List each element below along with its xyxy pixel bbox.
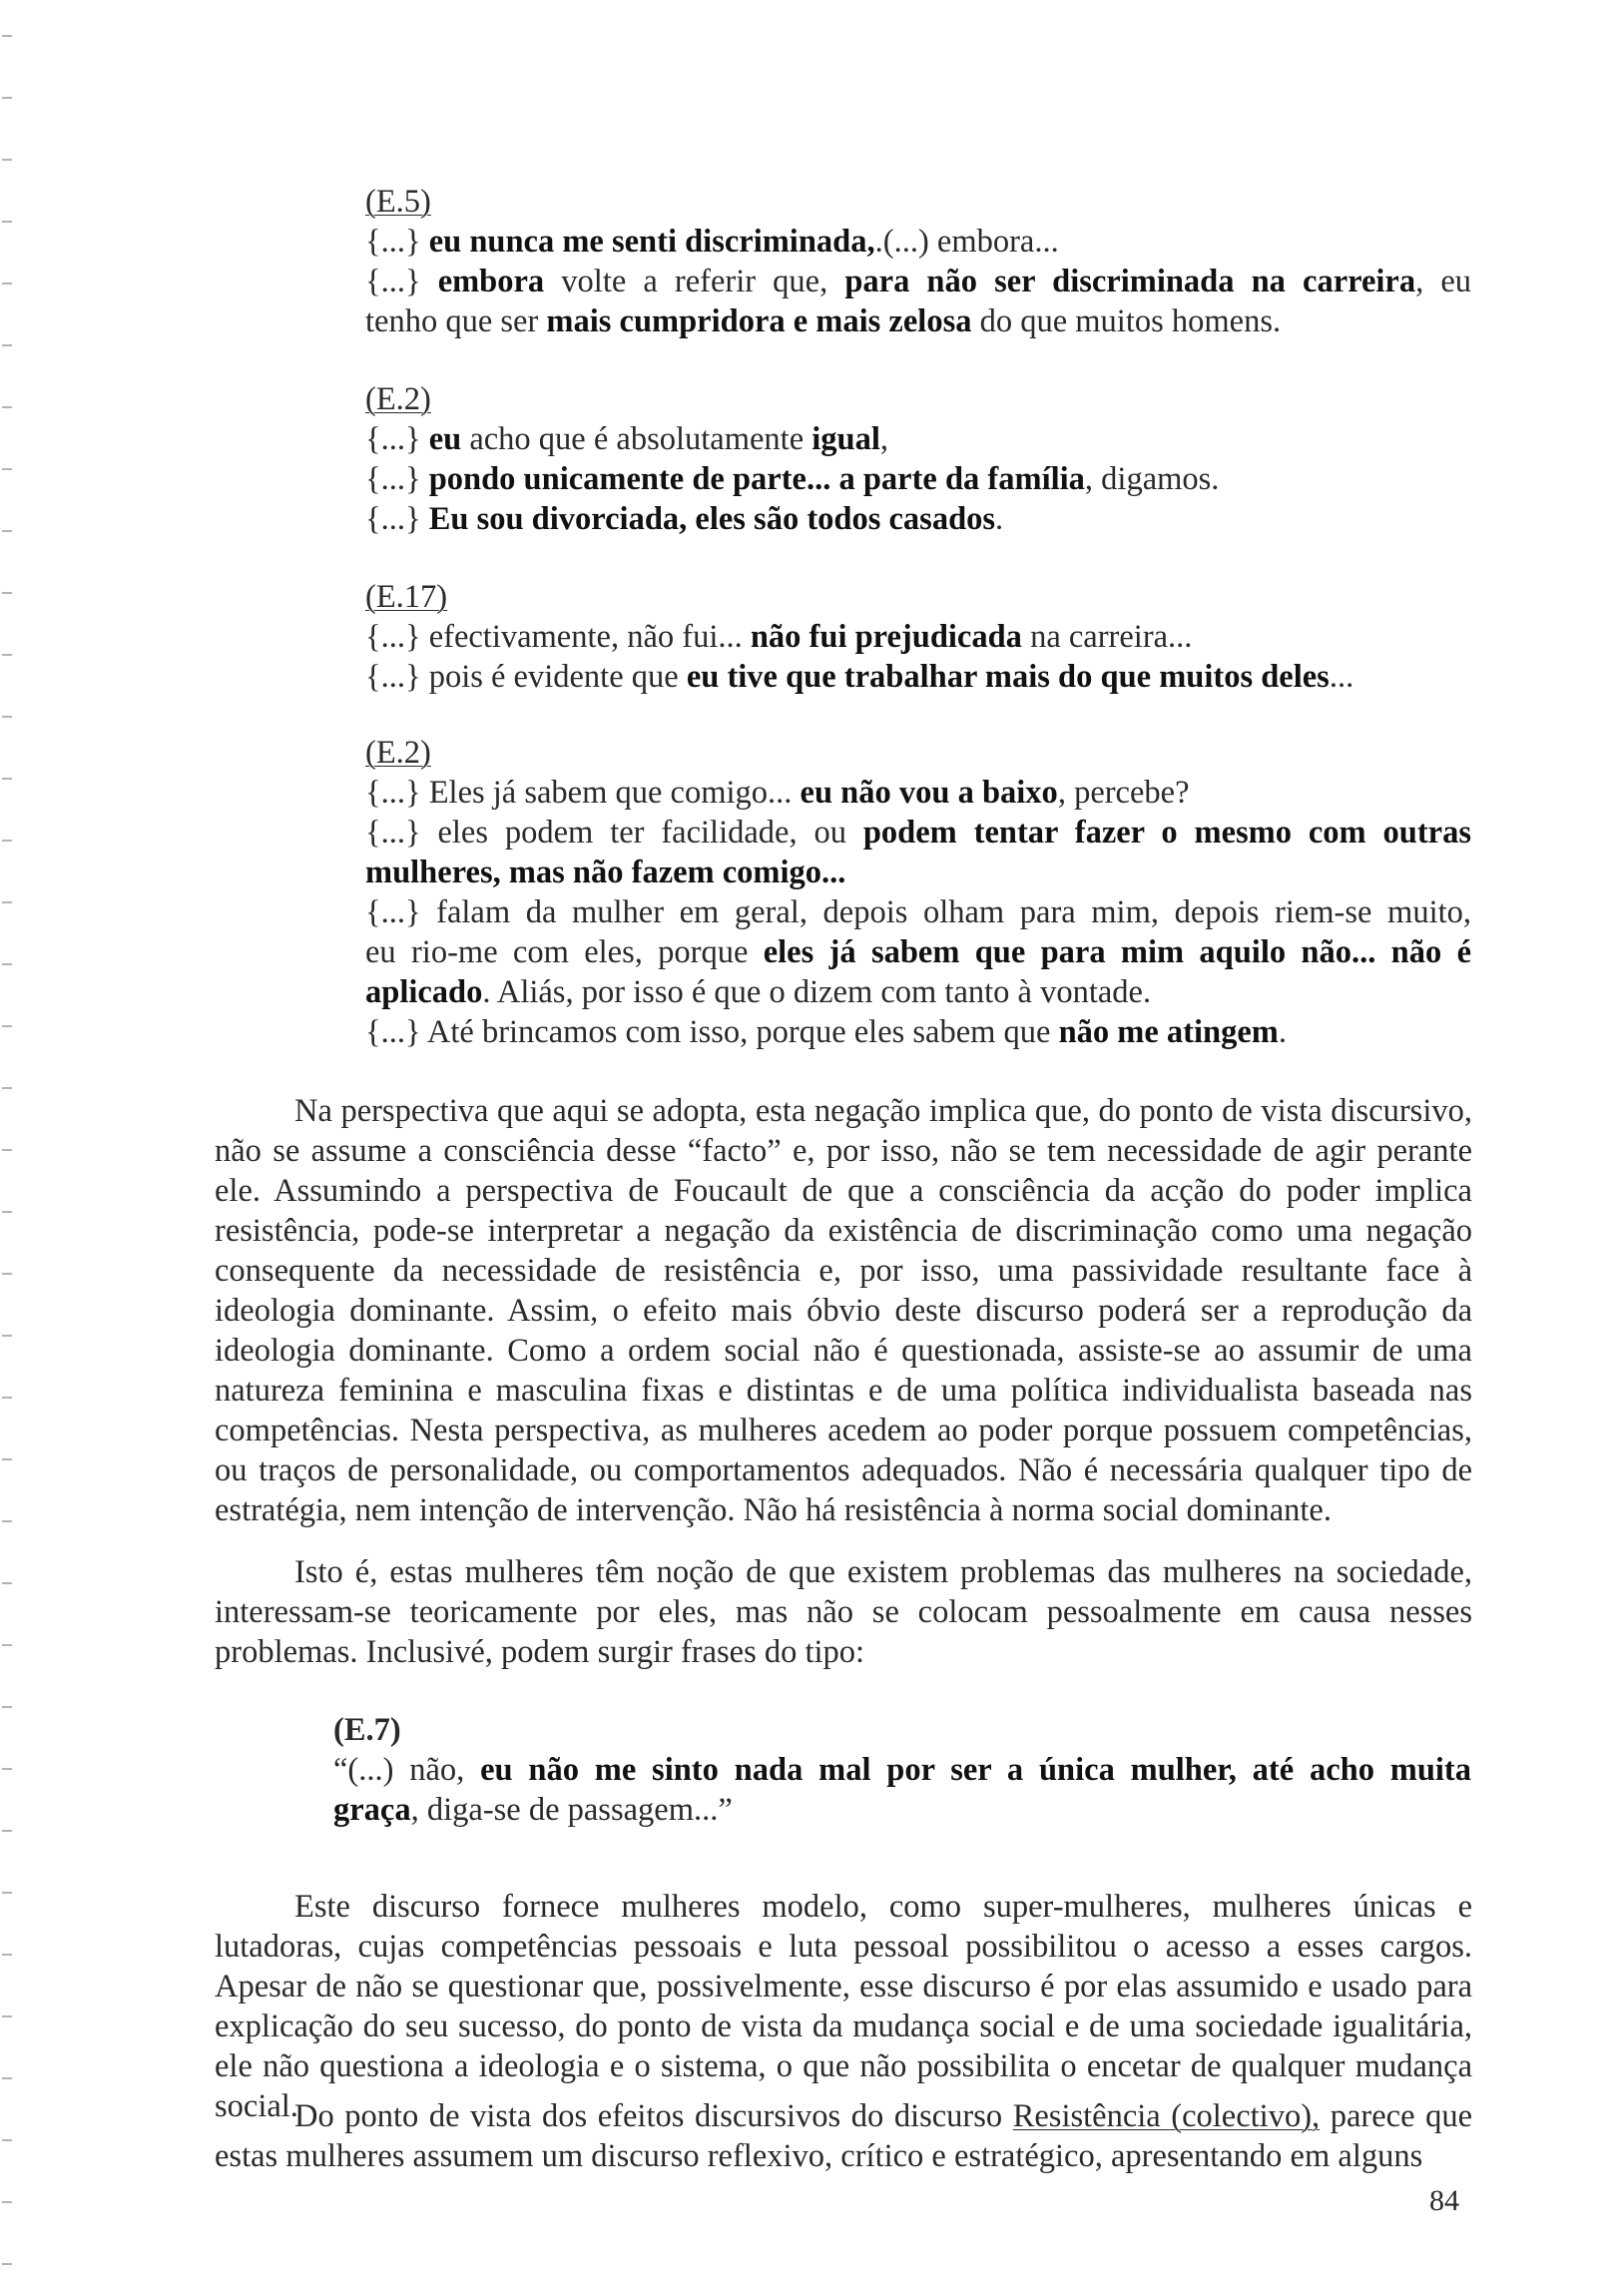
binding-mark [2, 1211, 12, 1213]
quote-bold-text: não fui prejudicada [750, 619, 1022, 655]
quote-bold-text: Eu sou divorciada, eles são todos casados [428, 501, 996, 537]
excerpt-line [365, 617, 1471, 657]
binding-mark [2, 778, 12, 780]
quote-text: ... [1329, 659, 1354, 695]
binding-mark [2, 654, 12, 656]
quote-bold-text: para não ser discriminada na carreira [844, 264, 1416, 299]
quote-bold-text: igual [811, 421, 880, 457]
quote-text: , diga-se de passagem...” [410, 1792, 733, 1828]
binding-mark [2, 1644, 12, 1646]
quote-bold-text: eu [428, 421, 462, 457]
binding-mark [2, 840, 12, 842]
quote-text: , percebe? [1057, 775, 1190, 811]
quote-text: na carreira... [1021, 619, 1193, 655]
excerpt-line [365, 459, 1471, 499]
paragraph-resistance [215, 2096, 1472, 2176]
analysis-paragraph-4 [215, 2096, 1472, 2176]
paragraph-noticing-problems: Isto é, estas mulheres têm noção de que existem problemas das mulheres na sociedade, interessam-se teoricamente por eles, mas não se colocam pessoalmente em causa nesses problemas. Inclusivé, podem surgir frases do tipo: [215, 1554, 1472, 1670]
paragraph-perspective: Na perspectiva que aqui se adopta, esta negação implica que, do ponto de vista discursivo, não se assume a consciência desse “facto” e, por isso, não se tem necessidade de agir perante ele. Assumindo a perspectiva de Foucault de que a consciência da acção do poder implica resistência, pode-se interpretar a negação da existência de discriminação como uma negação consequente da necessidade de resistência e, por isso, uma passividade resultante face à ideologia dominante. Assim, o efeito mais óbvio deste discurso poderá ser a reprodução da ideologia dominante. Como a ordem social não é questionada, assiste-se ao assumir de uma natureza feminina e masculina fixas e distintas e de uma política individualista baseada nas competências. Nesta perspectiva, as mulheres acedem ao poder porque possuem competências, ou traços de personalidade, ou comportamentos adequados. Não é necessária qualquer tipo de estratégia, nem intenção de intervenção. Não há resistência à norma social dominante. [215, 1093, 1472, 1528]
page-number: 84 [1429, 2184, 1459, 2217]
quote-text: “(...) não, [333, 1752, 481, 1788]
binding-mark [2, 1954, 12, 1956]
paragraph-text: parece que estas mulheres assumem um discurso reflexivo, crítico e estratégico, apresentando em alguns [215, 2098, 1472, 2174]
binding-mark [2, 1706, 12, 1708]
binding-mark [2, 1458, 12, 1460]
excerpt-line [365, 301, 1471, 341]
binding-mark [2, 2077, 12, 2079]
quote-bold-text: graça [333, 1792, 411, 1828]
quote-text: , [879, 421, 889, 457]
binding-mark [2, 1273, 12, 1275]
quote-text: {...} efectivamente, não fui... [365, 619, 751, 655]
excerpt-label: (E.5) [365, 184, 431, 220]
binding-mark [2, 406, 12, 408]
quote-bold-text: eles já sabem que para mim aquilo não... não é [763, 934, 1471, 970]
quote-bold-text: mais cumpridora e mais zelosa [546, 303, 972, 339]
excerpt-line [365, 773, 1471, 813]
binding-mark [2, 35, 12, 37]
quote-bold-text: eu não me sinto nada mal por ser a única mulher, até acho muita [480, 1752, 1471, 1788]
quote-text: {...} [365, 264, 438, 299]
binding-mark [2, 344, 12, 346]
excerpt-line [365, 657, 1471, 697]
interview-excerpt-e5 [365, 182, 1471, 341]
excerpt-label: (E.2) [365, 381, 431, 417]
quote-text: {...} [365, 421, 429, 457]
excerpt-label: (E.17) [365, 579, 448, 615]
quote-text: .(...) embora... [874, 224, 1059, 260]
analysis-paragraph-2 [215, 1552, 1472, 1672]
binding-mark [2, 1025, 12, 1027]
quote-text: . Aliás, por isso é que o dizem com tanto à vontade. [482, 974, 1152, 1010]
binding-mark [2, 901, 12, 903]
binding-mark [2, 221, 12, 223]
binding-mark [2, 2201, 12, 2203]
binding-mark [2, 1892, 12, 1894]
excerpt-line [333, 1750, 1471, 1790]
binding-mark [2, 1768, 12, 1770]
excerpt-line [365, 892, 1471, 932]
quote-bold-text: mulheres, mas não fazem comigo... [365, 855, 846, 890]
excerpt-line [365, 813, 1471, 853]
quote-bold-text: pondo unicamente de parte... a parte da família [428, 461, 1085, 497]
quote-bold-text: não me atingem [1058, 1014, 1279, 1050]
binding-mark [2, 1149, 12, 1151]
interview-excerpt-e17 [365, 577, 1471, 697]
excerpt-line [365, 262, 1471, 301]
paragraph-text: Do ponto de vista dos efeitos discursivos do discurso [294, 2098, 1013, 2134]
quote-text: , digamos. [1084, 461, 1220, 497]
quote-text: {...} [365, 501, 429, 537]
excerpt-label: (E.2) [365, 735, 431, 771]
quote-bold-text: eu tive que trabalhar mais do que muitos deles [686, 659, 1330, 695]
excerpt-line [365, 972, 1471, 1012]
quote-text: {...} Eles já sabem que comigo... [365, 775, 801, 811]
quote-bold-text: embora [437, 264, 545, 299]
quote-text: eu rio-me com eles, porque [365, 934, 764, 970]
binding-mark [2, 2263, 12, 2265]
interview-excerpt-e2-first [365, 379, 1471, 539]
quote-text: {...} [365, 461, 429, 497]
quote-bold-text: eu nunca me senti discriminada, [428, 224, 875, 260]
excerpt-line [365, 419, 1471, 459]
binding-mark [2, 2015, 12, 2017]
binding-edge-marks [0, 0, 24, 2296]
binding-mark [2, 716, 12, 718]
quote-text: do que muitos homens. [971, 303, 1282, 339]
binding-mark [2, 1397, 12, 1399]
quote-text: acho que é absolutamente [461, 421, 812, 457]
paragraph-super-women: Este discurso fornece mulheres modelo, como super-mulheres, mulheres únicas e lutadoras, cujas competências pessoais e luta pessoal possibilitou o acesso a esses cargos. Apesar de não se questionar que, possivelmente, esse discurso é por elas assumido e usado para explicação do seu sucesso, do ponto de vista da mudança social e de uma sociedade igualitária, ele não questiona a ideologia e o sistema, o que não possibilita o encetar de qualquer mudança social. [215, 1889, 1472, 2124]
binding-mark [2, 1335, 12, 1337]
section-reference-link: Resistência (colectivo), [1012, 2098, 1321, 2134]
quote-text: . [1278, 1014, 1287, 1050]
quote-bold-text: podem tentar fazer o mesmo com outras [862, 815, 1471, 851]
excerpt-line [365, 222, 1471, 262]
quote-text: {...} eles podem ter facilidade, ou [365, 815, 863, 851]
quote-bold-text: eu não vou a baixo [800, 775, 1058, 811]
analysis-paragraph-1 [215, 1091, 1472, 1530]
binding-mark [2, 963, 12, 965]
binding-mark [2, 1520, 12, 1522]
excerpt-line [365, 853, 1471, 892]
binding-mark [2, 97, 12, 99]
quote-text: . [995, 501, 1004, 537]
binding-mark [2, 1830, 12, 1832]
binding-mark [2, 159, 12, 161]
quote-text: , eu [1415, 264, 1471, 299]
interview-excerpt-e7 [333, 1710, 1471, 1830]
excerpt-line [333, 1790, 1471, 1830]
quote-text: {...} pois é evidente que [365, 659, 687, 695]
quote-bold-text: aplicado [365, 974, 483, 1010]
excerpt-line [365, 932, 1471, 972]
binding-mark [2, 468, 12, 470]
excerpt-line [365, 1012, 1471, 1052]
excerpt-line [365, 499, 1471, 539]
binding-mark [2, 2139, 12, 2141]
quote-text: {...} [365, 224, 429, 260]
quote-text: {...} falam da mulher em geral, depois olham para mim, depois riem-se muito, [365, 894, 1471, 930]
quote-text: {...} Até brincamos com isso, porque eles sabem que [365, 1014, 1059, 1050]
quote-text: tenho que ser [365, 303, 547, 339]
analysis-paragraph-3 [215, 1887, 1472, 2126]
binding-mark [2, 1582, 12, 1584]
binding-mark [2, 592, 12, 594]
binding-mark [2, 1087, 12, 1089]
binding-mark [2, 530, 12, 532]
excerpt-label: (E.7) [333, 1712, 401, 1748]
interview-excerpt-e2-second [365, 733, 1471, 1052]
quote-text: volte a referir que, [544, 264, 845, 299]
binding-mark [2, 283, 12, 285]
